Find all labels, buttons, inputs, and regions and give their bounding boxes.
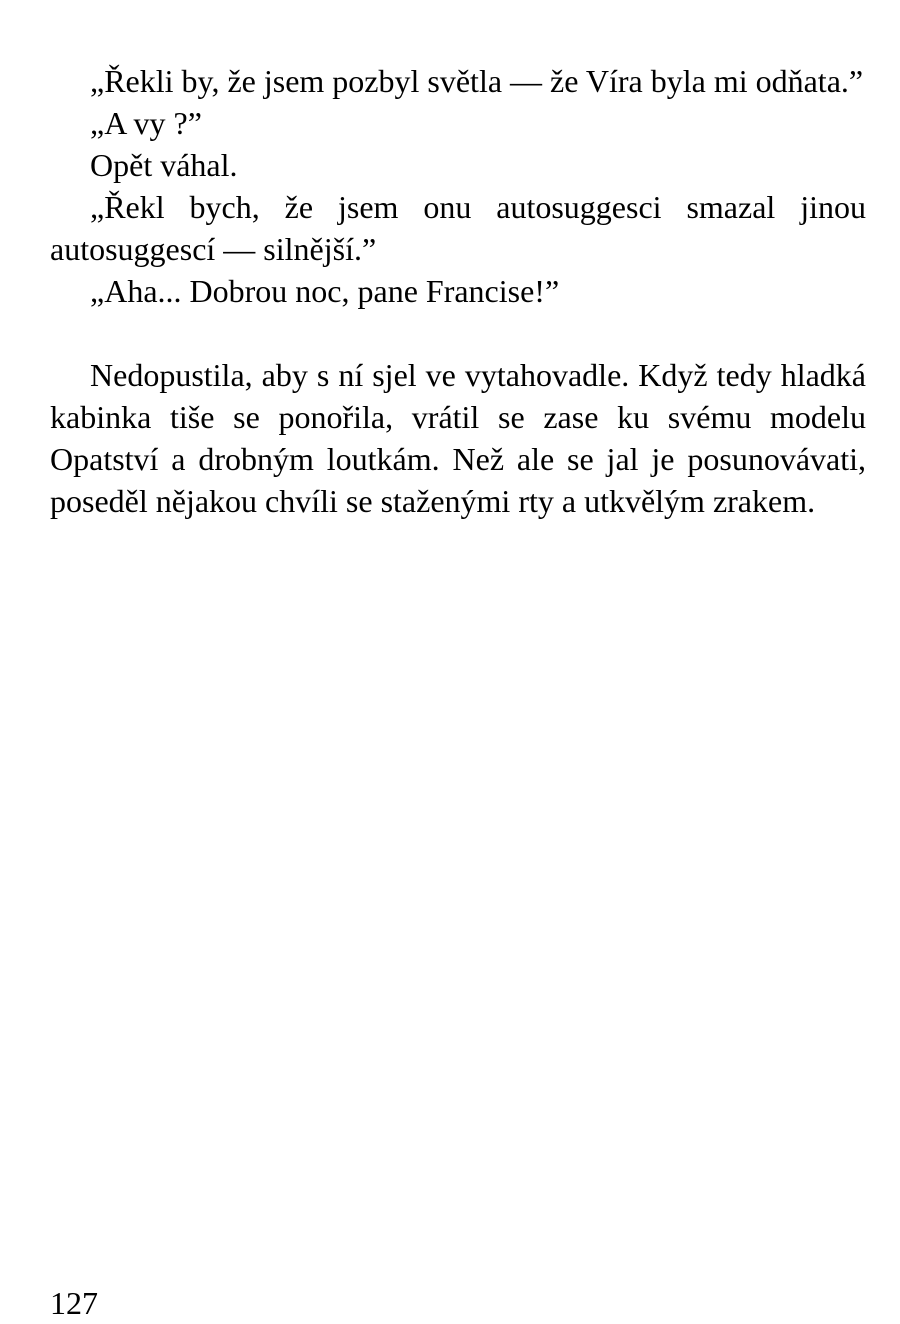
- paragraph-2: „A vy ?”: [90, 105, 202, 141]
- paragraph-4: „Řekl bych, že jsem onu autosuggesci smazal jinou autosuggescí — silnější.”: [50, 189, 866, 267]
- paragraph-5: „Aha... Dobrou noc, pane Francise!”: [90, 273, 560, 309]
- paragraph-6: Nedopustila, aby s ní sjel ve vytahovadle. Když tedy hladká kabinka tiše se ponořila, vrátil se zase ku svému modelu Opatství a drobným loutkám. Než ale se jal je posunovávati, poseděl nějakou chvíli se staženými rty a utkvělým zrakem.: [50, 357, 866, 519]
- section-gap: [50, 312, 866, 354]
- paragraph-1: „Řekli by, že jsem pozbyl světla — že Víra byla mi odňata.”: [90, 63, 864, 99]
- page-text: [50, 60, 866, 522]
- page-number: 127: [50, 1285, 98, 1321]
- paragraph-3: Opět váhal.: [90, 147, 238, 183]
